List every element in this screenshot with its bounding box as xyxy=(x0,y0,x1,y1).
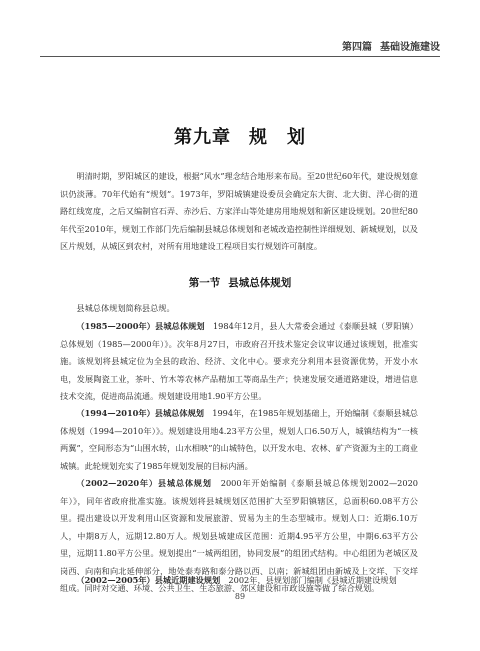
plan-lead-2002-2020: （2002—2020年）县城总体规划 xyxy=(76,478,212,488)
plan-text-2002-2005: 2002年，县规划部门编制《县城近期建设规划 xyxy=(228,575,397,585)
plan-lead-1994: （1994—2010年）县城总体规划 xyxy=(76,408,205,418)
section-number: 第一节 xyxy=(188,277,221,289)
page-number: 89 xyxy=(234,592,246,601)
chapter-number: 第九章 xyxy=(174,127,231,148)
chapter-title: 规 划 xyxy=(249,127,306,148)
plan-paragraph-1994 xyxy=(60,405,418,475)
header-part: 第四篇 xyxy=(342,42,372,53)
plan-text-1994: 1994年，在1985年规划基础上，开始编制《泰顺县城总体规划（1994—2010年）》。规划建设用地4.23平方公里，规划人口6.50万人，城镇结构为“一核两翼”，空间形态为“山围水转，山水相映”的山城特色，以开发水电、农林、矿产资源为主的工商业城镇。此轮规划充实了1985年规划发展的目标内涵。 xyxy=(60,408,418,471)
plan-text-1985: 1984年12月，县人大常委会通过《泰顺县城（罗阳镇）总体规划（1985—2000年）》。次年8月27日，市政府召开技术鉴定会议审议通过该规划，批准实施。该规划将县城定位为全县的政治、经济、文化中心。要求充分利用本县资源优势，开发小水电，发展陶瓷工业，茶叶、竹木等农林产品精加工等商品生产；快速发展交通道路建设，增进信息技术交流，促进商品流通。规划建设用地1.90平方公里。 xyxy=(60,321,418,401)
section-intro-paragraph: 县城总体规划简称县总规。 xyxy=(76,303,175,313)
section-heading xyxy=(0,275,480,290)
section-title: 县城总体规划 xyxy=(228,277,292,289)
plan-lead-2002-2005: （2002—2005年）县城近期建设规划 xyxy=(76,575,221,585)
plan-lead-1985: （1985—2000年）县城总体规划 xyxy=(76,321,205,331)
chapter-intro-paragraph: 明清时期，罗阳城区的建设，根据“风水”理念结合地形来布局。至20世纪60年代，建设规划意识仍淡薄。70年代始有“规划”。1973年，罗阳城镇建设委员会确定东大街、北大街、洋心街的道路红线宽度，之后又编制官石弄、赤沙后、方家洋山等处建房用地规划和新区建设规划。20世纪80年代至2010年，规划工作部门先后编制县城总体规划和老城改造控制性详细规划、新城规划，以及区片规划，从城区到农村，对所有用地建设工程项目实行规划许可制度。 xyxy=(60,171,418,251)
chapter-heading xyxy=(0,123,480,149)
plan-text-2002-2020: 2000年开始编制《泰顺县城总体规划2002—2020年）》，同年省政府批准实施。该规划将县城规划区范围扩大至罗阳镇辖区，总面积60.08平方公里。提出建设以开发利用山区资源和发展旅游、贸易为主的生态型城市。规划人口：近期6.10万人，中期8万人，远期12.80万人。规划县城建成区范围：近期4.95平方公里，中期6.63平方公里，远期11.80平方公里。规划提出“一城两组团，协同发展”的组团式结构。中心组团为老城区及岗西、向南和向北延伸部分，地处泰寿路和泰分路以西、以南；新城组团由新城及上交垟、下交垟组成。同时对交通、环境、公共卫生、生态旅游、郊区建设和市政设施等做了综合规划。 xyxy=(60,478,418,593)
plan-paragraph-1985 xyxy=(60,318,418,406)
header-title: 基础设施建设 xyxy=(380,42,440,53)
plan-paragraph-2002-2005 xyxy=(60,572,418,589)
running-header xyxy=(40,38,440,57)
